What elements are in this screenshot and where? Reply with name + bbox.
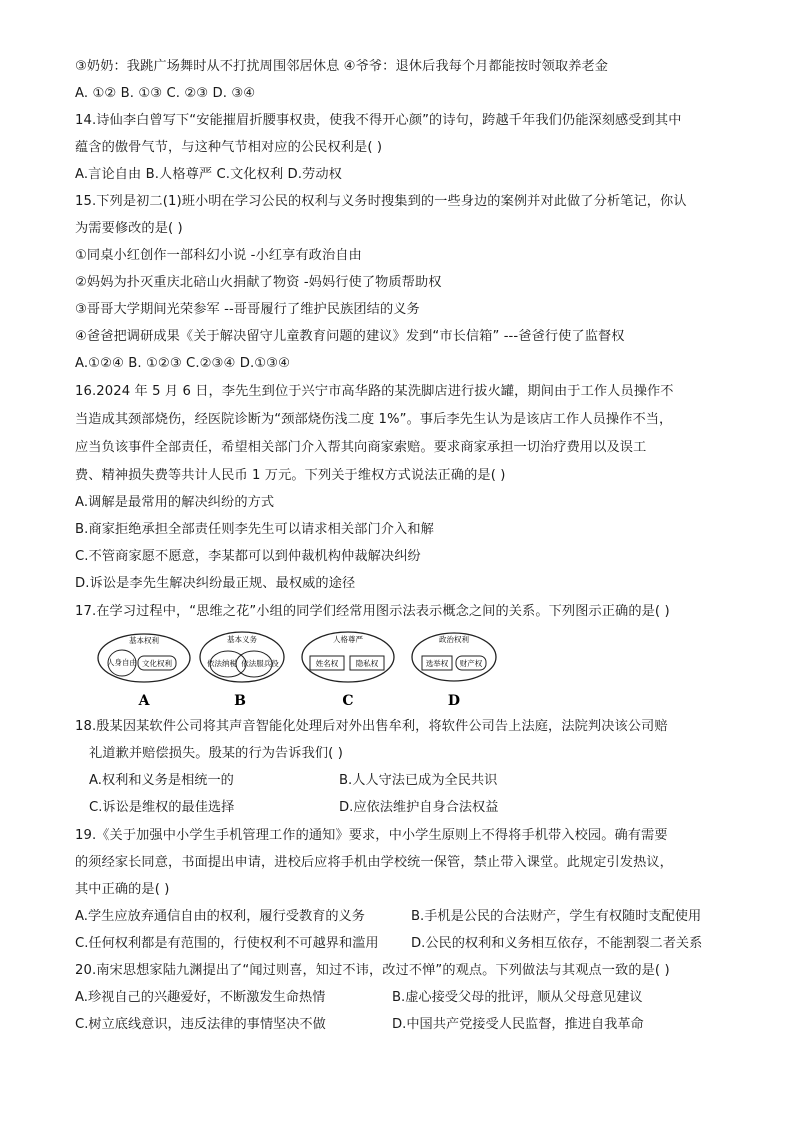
diagram-a xyxy=(98,634,190,709)
q16-stem-line-3: 应当负该事件全部责任，希望相关部门介入帮其向商家索赔。要求商家承担一切治疗费用以及误工 xyxy=(75,440,647,455)
q15-item-1: ①同桌小红创作一部科幻小说 -小红享有政治自由 xyxy=(75,248,362,263)
q16-option-d: D.诉讼是李先生解决纠纷最正规、最权威的途径 xyxy=(75,576,356,591)
q18-option-a: A.权利和义务是相统一的 xyxy=(89,773,234,788)
q19-option-d: D.公民的权利和义务相互依存，不能割裂二者关系 xyxy=(411,936,703,951)
diagram-b-outer-label: 基本义务 xyxy=(227,635,257,644)
q15-stem-line-2: 为需要修改的是( ) xyxy=(75,221,183,236)
q20-stem: 20.南宋思想家陆九渊提出了“闻过则喜，知过不讳，改过不惮”的观点。下列做法与其观点一致的是( ) xyxy=(75,963,670,978)
q13-options-line-2: ③奶奶：我跳广场舞时从不打扰周围邻居休息 ④爷爷：退休后我每个月都能按时领取养老金 xyxy=(75,59,609,74)
q13-answer-choices: A. ①② B. ①③ C. ②③ D. ③④ xyxy=(75,86,256,101)
diagram-a-inner-2: 文化权利 xyxy=(142,659,172,668)
diagram-b-inner-1: 依法纳税 xyxy=(207,659,237,668)
q18-option-d: D.应依法维护自身合法权益 xyxy=(339,800,499,815)
q19-stem-line-3: 其中正确的是( ) xyxy=(75,882,170,897)
q19-stem-line-2: 的须经家长同意，书面提出申请，进校后应将手机由学校统一保管，禁止带入课堂。此规定引发热议， xyxy=(75,855,673,870)
diagram-d xyxy=(412,633,496,709)
diagram-a-outer-label: 基本权利 xyxy=(129,636,159,645)
q15-item-3: ③哥哥大学期间光荣参军 --哥哥履行了维护民族团结的义务 xyxy=(75,302,420,317)
q18-stem-line-2: 礼道歉并赔偿损失。殷某的行为告诉我们( ) xyxy=(89,746,343,761)
diagram-a-letter: A xyxy=(138,693,150,709)
q17-stem: 17.在学习过程中，“思维之花”小组的同学们经常用图示法表示概念之间的关系。下列图示正确的是( ) xyxy=(75,604,670,619)
q16-option-b: B.商家拒绝承担全部责任则李先生可以请求相关部门介入和解 xyxy=(75,522,434,537)
diagram-d-outer-label: 政治权利 xyxy=(439,635,469,644)
q14-stem-line-2: 蕴含的傲骨气节，与这种气节相对应的公民权利是( ) xyxy=(75,140,383,155)
q20-option-d: D.中国共产党接受人民监督，推进自我革命 xyxy=(392,1017,644,1032)
q19-stem-line-1: 19.《关于加强中小学生手机管理工作的通知》要求，中小学生原则上不得将手机带入校园。确有需要 xyxy=(75,828,668,843)
q15-item-4: ④爸爸把调研成果《关于解决留守儿童教育问题的建议》发到“市长信箱” ---爸爸行使了监督权 xyxy=(75,329,625,344)
q19-option-a: A.学生应放弃通信自由的权利，履行受教育的义务 xyxy=(75,909,365,924)
diagram-b-letter: B xyxy=(234,693,246,709)
q18-option-b: B.人人守法已成为全民共识 xyxy=(339,773,498,788)
diagram-c-outer-label: 人格尊严 xyxy=(333,635,363,644)
diagram-d-inner-2: 财产权 xyxy=(459,659,483,668)
q14-stem-line-1: 14.诗仙李白曾写下“安能摧眉折腰事权贵，使我不得开心颜”的诗句，跨越千年我们仍能深刻感受到其中 xyxy=(75,113,682,128)
diagram-c xyxy=(302,632,394,709)
q15-stem-line-1: 15.下列是初二(1)班小明在学习公民的权利与义务时搜集到的一些身边的案例并对此做了分析笔记，你认 xyxy=(75,194,687,209)
diagram-d-inner-1: 选举权 xyxy=(425,659,449,668)
q19-option-c: C.任何权利都是有范围的，行使权利不可越界和滥用 xyxy=(75,936,379,951)
q16-stem-line-1: 16.2024 年 5 月 6 日，李先生到位于兴宁市高华路的某洗脚店进行拔火罐，期间由于工作人员操作不 xyxy=(75,384,674,399)
q14-answer-choices: A.言论自由 B.人格尊严 C.文化权利 D.劳动权 xyxy=(75,167,342,182)
q17-diagrams xyxy=(96,632,496,712)
diagram-b-inner-2: 依法服兵役 xyxy=(241,659,279,668)
diagram-c-inner-2: 隐私权 xyxy=(355,659,379,668)
diagram-b xyxy=(200,632,284,709)
q16-option-c: C.不管商家愿不愿意，李某都可以到仲裁机构仲裁解决纠纷 xyxy=(75,549,421,564)
q20-option-c: C.树立底线意识，违反法律的事情坚决不做 xyxy=(75,1017,326,1032)
diagram-a-inner-1: 人身自由 xyxy=(107,658,137,667)
q19-option-b: B.手机是公民的合法财产，学生有权随时支配使用 xyxy=(411,909,702,924)
q18-stem-line-1: 18.殷某因某软件公司将其声音智能化处理后对外出售牟利，将软件公司告上法庭，法院判决该公司赔 xyxy=(75,719,668,734)
q20-option-a: A.珍视自己的兴趣爱好，不断激发生命热情 xyxy=(75,990,326,1005)
q15-item-2: ②妈妈为扑灭重庆北碚山火捐献了物资 -妈妈行使了物质帮助权 xyxy=(75,275,442,290)
q16-stem-line-2: 当造成其颈部烧伤，经医院诊断为“颈部烧伤浅二度 1%”。事后李先生认为是该店工作人员操作不当， xyxy=(75,412,673,427)
diagram-c-inner-1: 姓名权 xyxy=(315,659,339,668)
q16-stem-line-4: 费、精神损失费等共计人民币 1 万元。下列关于维权方式说法正确的是( ) xyxy=(75,468,506,483)
q17-diagram-svg xyxy=(96,632,496,712)
q15-answer-choices: A.①②④ B. ①②③ C.②③④ D.①③④ xyxy=(75,356,291,371)
q18-option-c: C.诉讼是维权的最佳选择 xyxy=(89,800,235,815)
q16-option-a: A.调解是最常用的解决纠纷的方式 xyxy=(75,495,275,510)
diagram-c-letter: C xyxy=(342,693,354,709)
diagram-d-letter: D xyxy=(447,693,461,709)
q20-option-b: B.虚心接受父母的批评，顺从父母意见建议 xyxy=(392,990,643,1005)
